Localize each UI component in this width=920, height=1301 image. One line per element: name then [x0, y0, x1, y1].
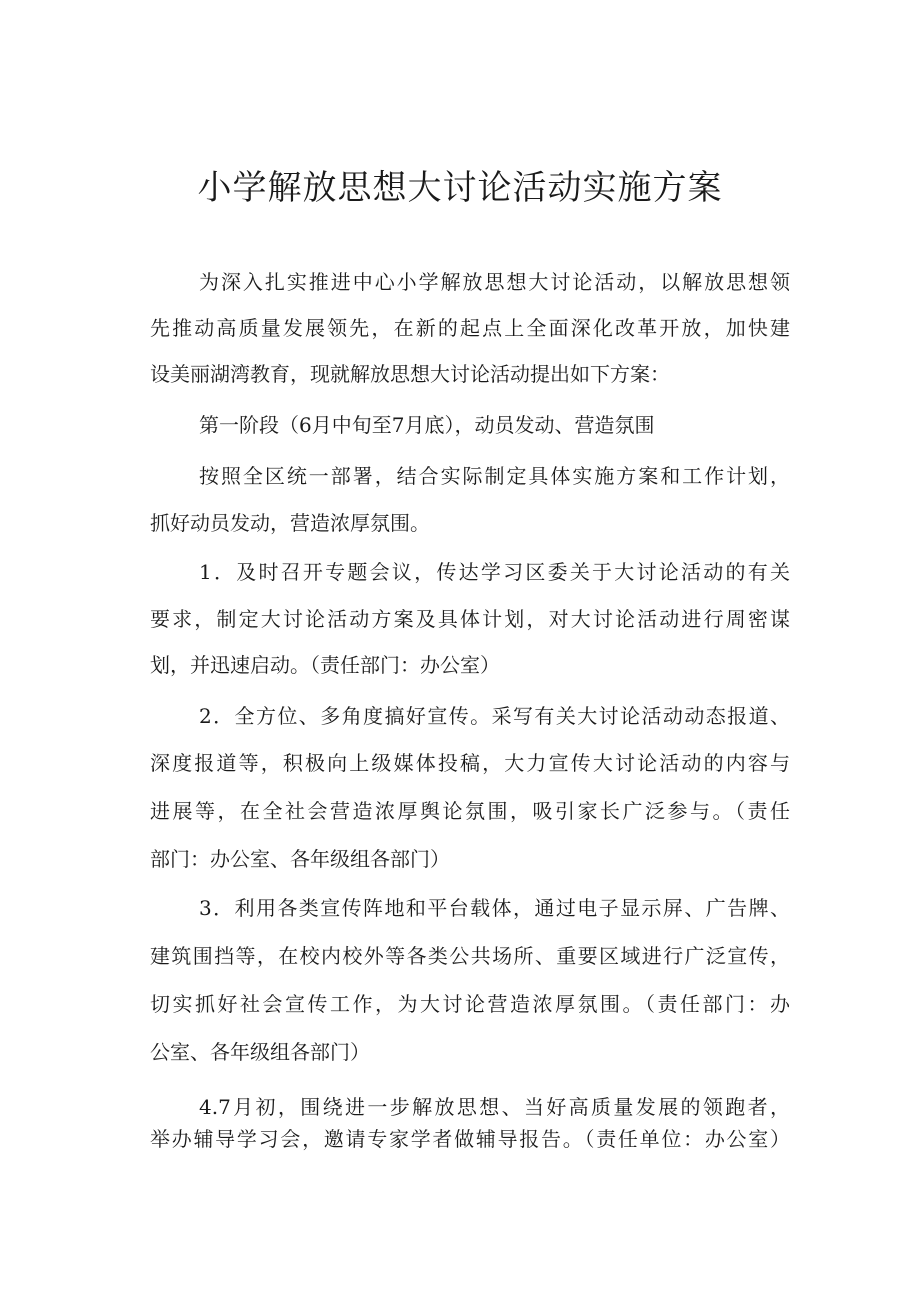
paragraph-line: 先推动高质量发展领先，在新的起点上全面深化改革开放，加快建 — [150, 316, 790, 340]
paragraph-line: 举办辅导学习会，邀请专家学者做辅导报告。（责任单位：办公室） — [150, 1127, 790, 1151]
paragraph-line: 抓好动员发动，营造浓厚氛围。 — [150, 511, 430, 535]
paragraph-line: 深度报道等，积极向上级媒体投稿，大力宣传大讨论活动的内容与 — [150, 751, 790, 775]
paragraph-line: 4.7月初，围绕进一步解放思想、当好高质量发展的领跑者， — [199, 1095, 790, 1119]
paragraph-line: 1．及时召开专题会议，传达学习区委关于大讨论活动的有关 — [199, 560, 790, 584]
paragraph-line: 2．全方位、多角度搞好宣传。采写有关大讨论活动动态报道、 — [199, 704, 790, 728]
paragraph-line: 要求，制定大讨论活动方案及具体计划，对大讨论活动进行周密谋 — [150, 607, 790, 631]
paragraph-line: 设美丽湖湾教育，现就解放思想大讨论活动提出如下方案： — [150, 362, 670, 386]
paragraph-line: 划，并迅速启动。（责任部门：办公室） — [150, 653, 500, 677]
document-title: 小学解放思想大讨论活动实施方案 — [197, 168, 723, 208]
paragraph-line: 切实抓好社会宣传工作，为大讨论营造浓厚氛围。（责任部门：办 — [150, 992, 790, 1016]
section-heading: 第一阶段（6月中旬至7月底），动员发动、营造氛围 — [199, 413, 655, 437]
paragraph-line: 公室、各年级组各部门） — [150, 1040, 370, 1064]
paragraph-line: 部门：办公室、各年级组各部门） — [150, 847, 450, 871]
paragraph-line: 建筑围挡等，在校内校外等各类公共场所、重要区域进行广泛宣传， — [150, 944, 790, 968]
paragraph-line: 进展等，在全社会营造浓厚舆论氛围，吸引家长广泛参与。（责任 — [150, 799, 790, 823]
paragraph-line: 为深入扎实推进中心小学解放思想大讨论活动，以解放思想领 — [199, 270, 790, 294]
paragraph-line: 按照全区统一部署，结合实际制定具体实施方案和工作计划， — [199, 464, 790, 488]
paragraph-line: 3．利用各类宣传阵地和平台载体，通过电子显示屏、广告牌、 — [199, 896, 790, 920]
